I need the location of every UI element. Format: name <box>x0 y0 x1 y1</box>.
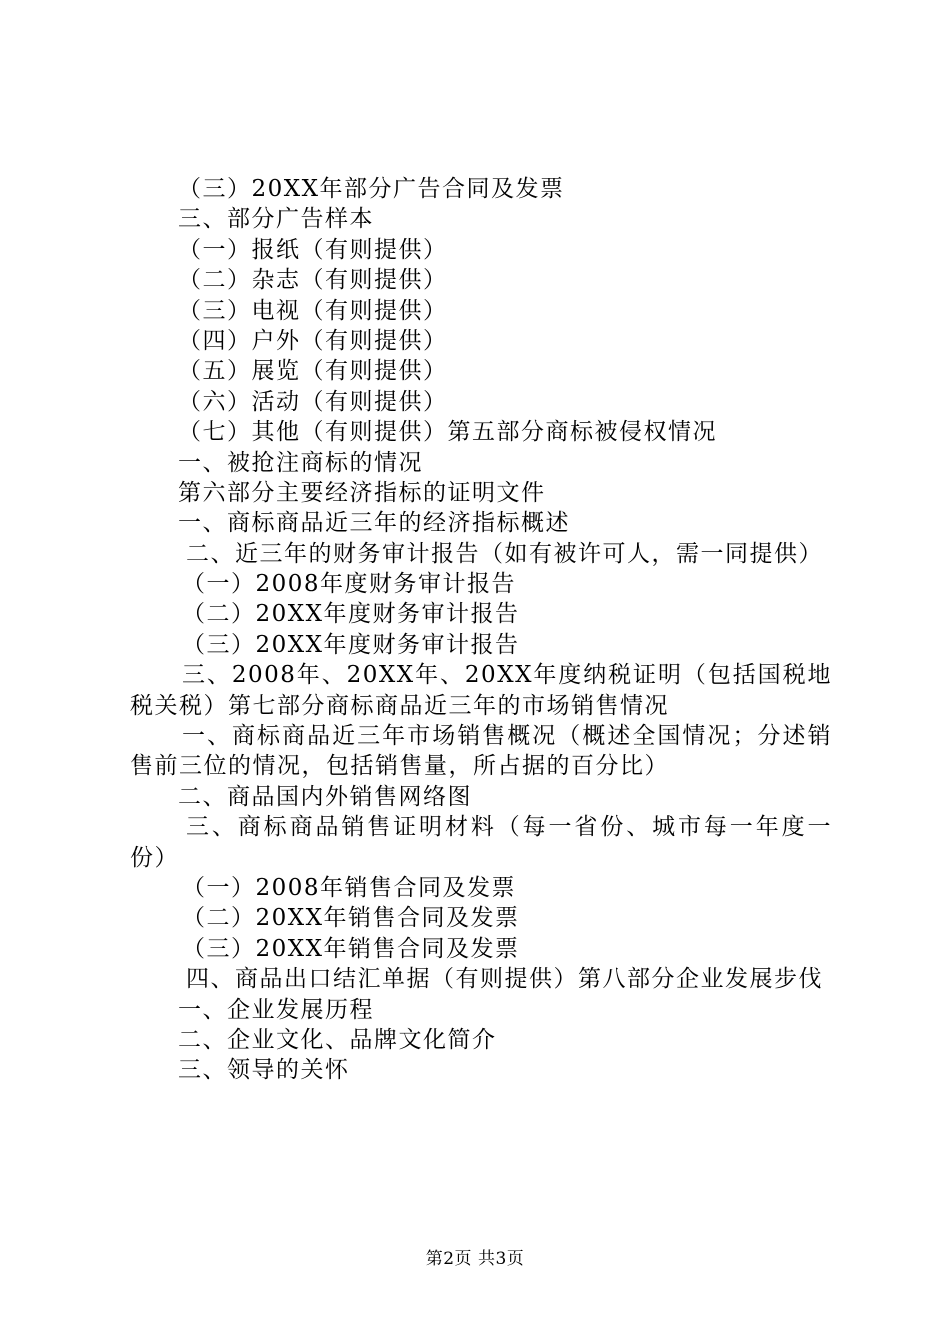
text-line: 三、部分广告样本 <box>178 206 374 233</box>
text-line: （三）20XX年部分广告合同及发票 <box>178 176 565 202</box>
text-line: （四）户外（有则提供） <box>178 327 448 354</box>
section-heading: 第六部分主要经济指标的证明文件 <box>178 479 546 506</box>
document-body <box>130 174 832 1086</box>
text-line: （二）杂志（有则提供） <box>178 267 448 294</box>
text-line: 一、被抢注商标的情况 <box>178 449 423 476</box>
text-line: （一）2008年销售合同及发票 <box>182 875 517 902</box>
text-paragraph: 一、商标商品近三年市场销售概况（概述全国情况；分述销售前三位的情况，包括销售量，所占据的百分比） <box>130 723 832 780</box>
page-footer: 第2页 共3页 <box>425 1249 525 1269</box>
text-line: （一）2008年度财务审计报告 <box>182 571 517 598</box>
text-line: 二、近三年的财务审计报告（如有被许可人，需一同提供） <box>186 540 823 567</box>
text-line: （二）20XX年销售合同及发票 <box>182 905 520 932</box>
text-line: （六）活动（有则提供） <box>178 388 448 415</box>
text-paragraph: 三、商标商品销售证明材料（每一省份、城市每一年度一份） <box>130 814 832 871</box>
text-line: （五）展览（有则提供） <box>178 358 448 385</box>
text-paragraph: 四、商品出口结汇单据（有则提供）第八部分企业发展步伐 <box>186 966 823 993</box>
text-line: （一）报纸（有则提供） <box>178 236 448 263</box>
text-line: （三）电视（有则提供） <box>178 297 448 324</box>
text-line: 二、企业文化、品牌文化简介 <box>178 1027 497 1054</box>
text-line: 二、商品国内外销售网络图 <box>178 783 472 810</box>
text-line: （三）20XX年销售合同及发票 <box>182 935 520 962</box>
text-paragraph <box>130 539 832 569</box>
text-line: 一、商标商品近三年的经济指标概述 <box>178 510 570 537</box>
text-line: 一、企业发展历程 <box>178 996 374 1023</box>
text-line: （七）其他（有则提供）第五部分商标被侵权情况 <box>178 419 717 446</box>
text-line: （二）20XX年度财务审计报告 <box>182 601 520 628</box>
text-paragraph: 三、2008年、20XX年、20XX年度纳税证明（包括国税地税关税）第七部分商标商品近三年的市场销售情况 <box>130 662 832 719</box>
text-line: 三、领导的关怀 <box>178 1057 350 1084</box>
text-line: （三）20XX年度财务审计报告 <box>182 631 520 658</box>
